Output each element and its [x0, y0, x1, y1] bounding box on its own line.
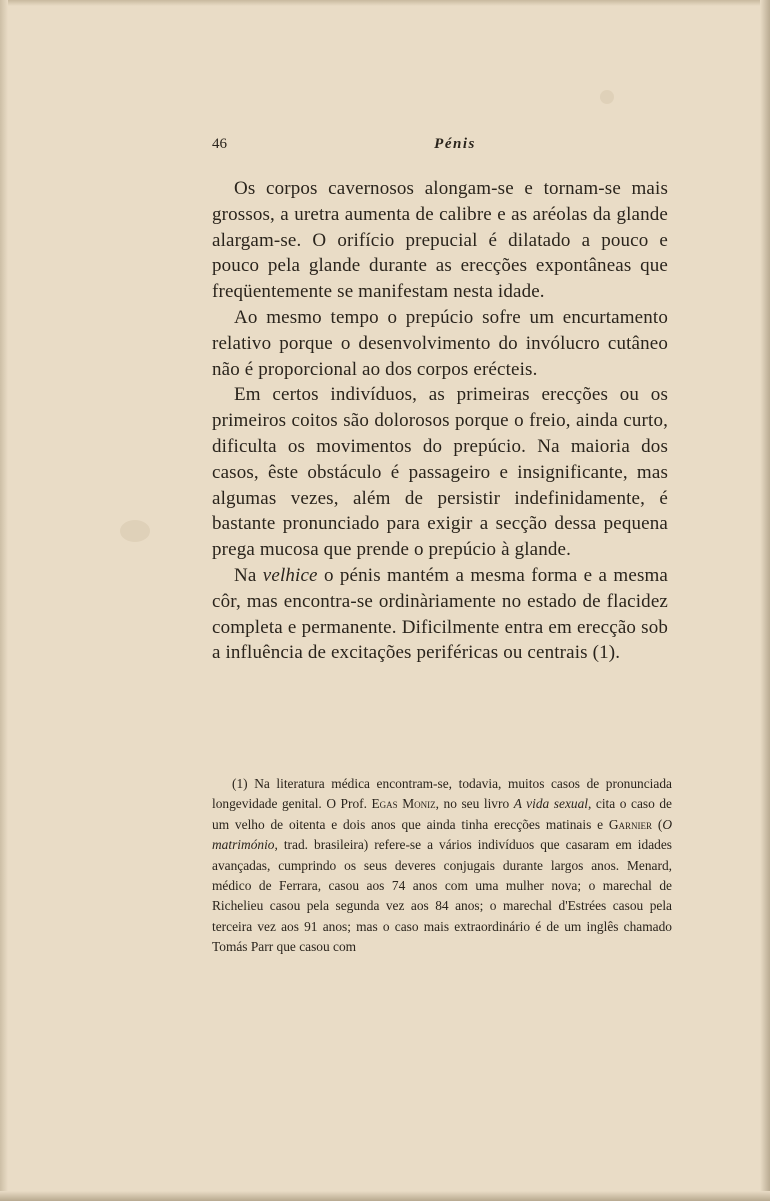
paragraph [212, 563, 668, 666]
paragraph: Em certos indivíduos, as primeiras erecções ou os primeiros coitos são dolorosos porque o freio, ainda curto, dificulta os movimentos do prepúcio. Na maioria dos casos, êste obstáculo é passageiro e insignificante, mas algumas vezes, além de persistir indefinidamente, é bastante pronunciado para exigir a secção dessa pequena prega mucosa que prende o prepúcio à glande. [212, 384, 668, 561]
footnote-segment: (1) Na literatura médica encontram-se, todavia, muitos casos de pronunciada longevidade genital. O Prof. [212, 776, 672, 812]
paragraph: Ao mesmo tempo o prepúcio sofre um encurtamento relativo porque o desenvolvimento do invólucro cutâneo não é proporcional ao dos corpos erécteis. [212, 306, 668, 380]
page-header [212, 136, 668, 158]
footnote-segment: ( [652, 816, 663, 832]
author-name: Egas Moniz [371, 796, 436, 812]
footnote-segment: , trad. brasileira) refere-se a vários indivíduos que casaram em idades avançadas, cumprindo os seus deveres conjugais durante largos anos. Menard, médico de Ferrara, casou aos 74 anos com uma mulher nova; o marechal de Richelieu casou pela segunda vez aos 84 anos; o marechal d'Estrées casou pela terceira vez aos 91 anos; mas o caso mais extraordinário é de um inglês chamado Tomás Parr que casou com [212, 837, 672, 955]
footnote-segment: , no seu livro [435, 796, 510, 812]
page-edge-left [0, 0, 8, 1201]
footnote-segment: , cita o caso de um velho de oitenta e dois anos que ainda tinha erecções matinais e [212, 796, 672, 832]
page-edge-right [760, 0, 770, 1201]
page-edge-top [0, 0, 770, 6]
paper-stain [120, 520, 150, 542]
page-number: 46 [212, 136, 227, 152]
book-title: O matrimónio [212, 816, 672, 853]
page-edge-bottom [0, 1191, 770, 1201]
italic-term: velhice [262, 564, 318, 586]
footnote [212, 774, 672, 958]
paragraph: Os corpos cavernosos alongam-se e tornam-se mais grossos, a uretra aumenta de calibre e as aréolas da glande alargam-se. O orifício prepucial é dilatado a pouco e pouco pela glande durante as erecções expontâneas que freqüentemente se manifestam nesta idade. [212, 178, 668, 303]
paper-stain [600, 90, 614, 104]
body-text [212, 176, 668, 666]
running-head: Pénis [434, 136, 476, 152]
paragraph-text: o pénis mantém a mesma forma e a mesma côr, mas encontra-se ordinàriamente no estado de flacidez completa e permanente. Dificilmente entra em erecção sob a influência de excitações periféricas ou centrais (1). [212, 564, 668, 664]
footnote-text [212, 774, 672, 958]
book-title: A vida sexual [513, 796, 588, 812]
paragraph-text: Na [234, 564, 257, 586]
author-name: Garnier [608, 816, 653, 832]
